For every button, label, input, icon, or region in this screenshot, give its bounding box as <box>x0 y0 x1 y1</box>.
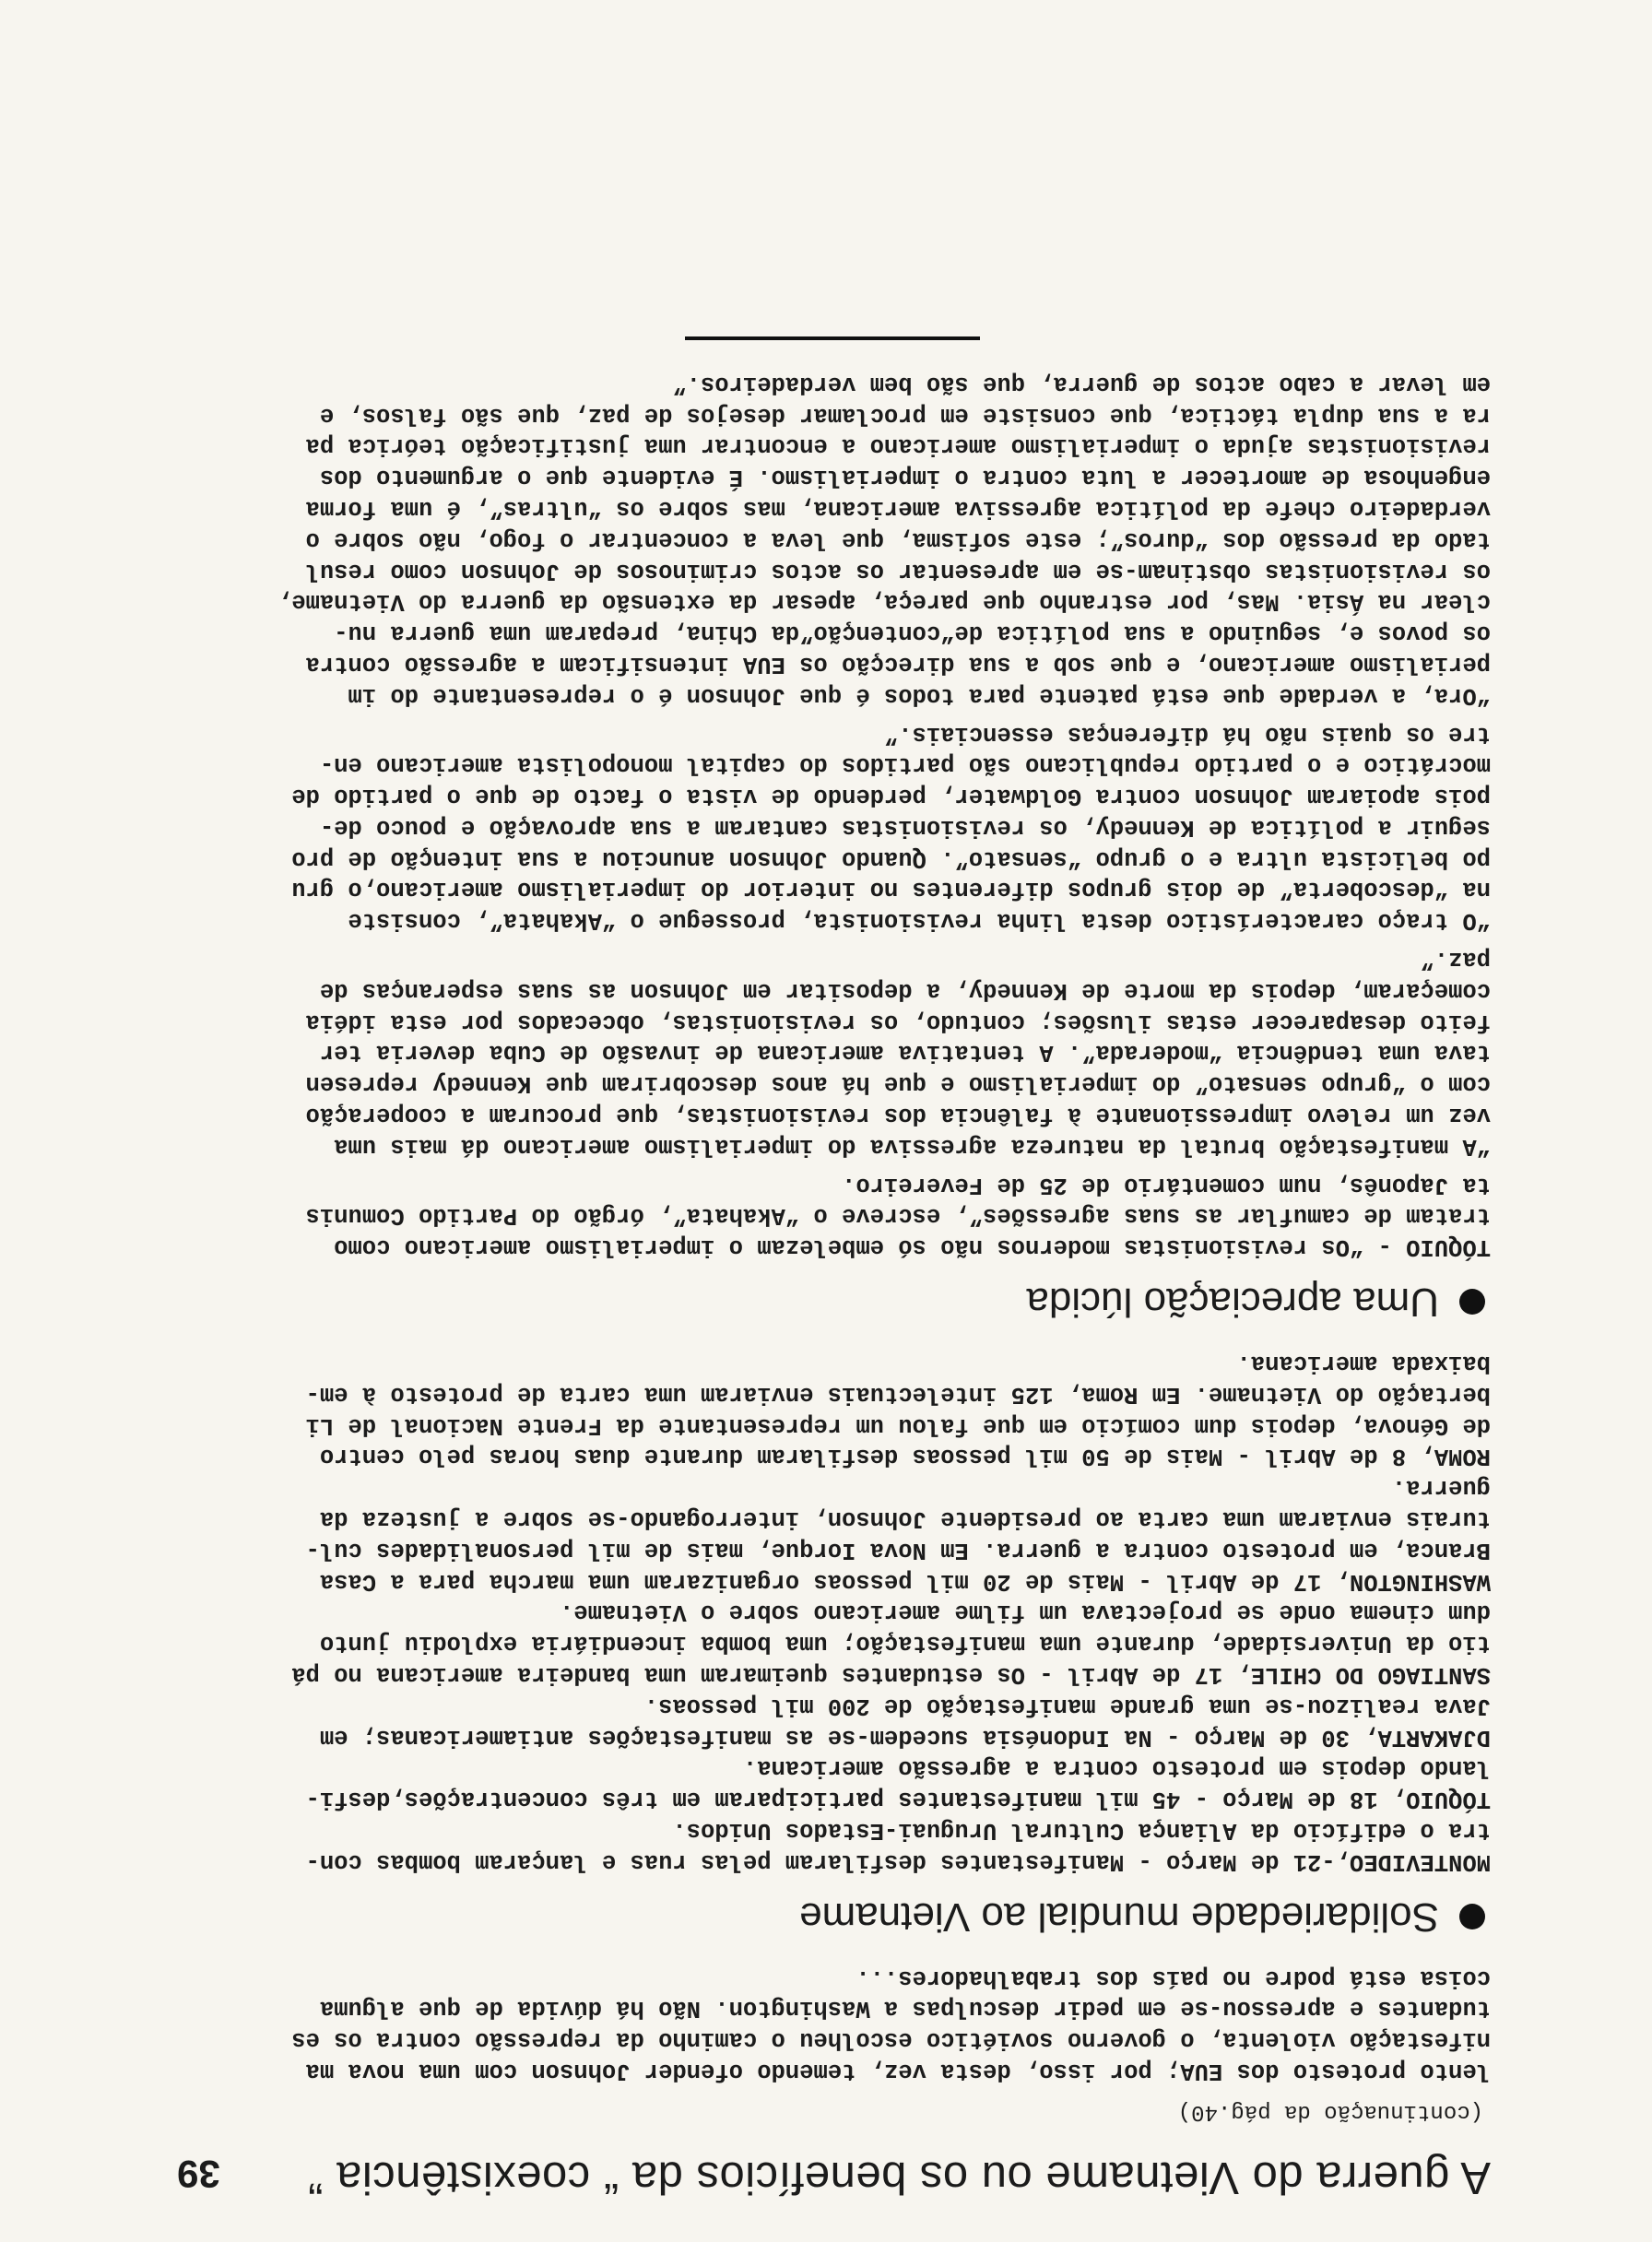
section-heading-solidariedade <box>175 1894 1491 1940</box>
news-list <box>175 1347 1491 1877</box>
section-title: Solidariedade mundial ao Vietname <box>799 1894 1439 1940</box>
article-paragraph: “Ora, a verdade que está patente para todos é que Johnson é o representante do im perialismo americano, e que sob a sua direcção os EUA intensificam a agressão contra os povos e, seguindo a sua política de“contenção”da China, preparam uma guerra nu- clear na Ásia. Mas, por estranho que pareça, apesar da extensão da guerra do Vietname, os revisionistas obstinam-se em apresentar os actos criminosos de Johnson como resul tado da pressão dos “duros”; este sofisma, que leva a concentrar o fogo, não sobre o verdadeiro chefe da política agressiva americana, mas sobre os “ultras”, é uma forma engenhosa de amortecer a luta contra o imperialismo. É evidente que o argumento dos revisionistas ajuda o imperialismo americano a encontrar uma justificação teórica pa ra a sua dupla táctica, que consiste em proclamar desejos de paz, que são falsos, e em levar a cabo actos de guerra, que são bem verdadeiros.” <box>277 370 1491 709</box>
news-item: TÓQUIO, 18 de Março - 45 mil manifestantes participaram em três concentrações,desfi- lando depois em protesto contra a agressão americana. <box>305 1754 1491 1813</box>
continuation-note: (continuação da pág.40) <box>1177 2099 1483 2124</box>
news-item: DJAKARTA, 30 de Março - Na Indonésia sucedem-se as manifestações antiamericanas; em Java realizou-se uma grande manifestação de 200 mil pessoas. <box>319 1692 1491 1751</box>
section-title: Uma apreciação lúcida <box>1026 1280 1439 1326</box>
article-paragraph: TÓQUIO - “Os revisionistas modernos não só embelezam o imperialismo americano como tratam de camuflar as suas agressões”, escreve o “Akahata”, órgão do Partido Comunis ta Japonês, num comentário de 25 de Fevereiro. <box>305 1171 1491 1261</box>
news-item: SANTIAGO DO CHILE, 17 de Abril - Os estudantes queimaram uma bandeira americana no pá tio da Universidade, durante uma manifestação; uma bomba incendiária explodiu junto dum cinema onde se projectava um filme americano sobre o Vietname. <box>291 1599 1491 1689</box>
article-paragraph: “O traço característico desta linha revisionista, prossegue o “Akahata”, consiste na “descoberta” de dois grupos diferentes no interior do imperialismo americano,o gru po belicista ultra e o grupo “sensato”. Quando Johnson anunciou a sua intenção de pro seguir a política de Kennedy, os revisionistas cantaram a sua aprovação e pouco de- pois apoiaram Johnson contra Goldwater, perdendo de vista o facto de que o partido de mocrático e o partido republicano são partidos do capital monopolista americano en- tre os quais não há diferenças essenciais.” <box>291 720 1491 935</box>
intro-paragraph: lento protesto dos EUA; por isso, desta vez, temendo ofender Johnson com uma nova ma nifestação violenta, o governo soviético escolheu o caminho da repressão contra os es tudantes e apressou-se em pedir desculpas a Washington. Não há dúvida de que alguma coisa está podre no país dos trabalhadores... <box>291 1964 1491 2084</box>
news-item: ROMA, 8 de Abril - Mais de 50 mil pessoas desfilaram durante duas horas pelo centro de Génova, depois dum comício em que falou um representante da Frente Nacional de Li bertação do Vietname. Em Roma, 125 intelectuais enviaram uma carta de protesto à em- baixada americana. <box>305 1350 1491 1470</box>
section-heading-apreciacao <box>175 1279 1491 1325</box>
header <box>175 2152 1491 2203</box>
news-item: MONTEVIDEO,-21 de Março - Manifestantes desfilaram pelas ruas e lançaram bombas con- tra o edifício da Aliança Cultural Uruguai-Estados Unidos. <box>305 1817 1491 1875</box>
page-title: A guerra do Vietname ou os benefícios da “ coexistência ” <box>307 2153 1491 2202</box>
news-item: WASHINGTON, 17 de Abril - Mais de 20 mil pessoas organizaram uma marcha para a Casa Branca, em protesto contra a guerra. Em Nova Iorque, mais de mil personalidades cul- turais enviaram uma carta ao presidente Johnson, interrogando-se sobre a justeza da guerra. <box>305 1474 1491 1595</box>
page-number: 39 <box>177 2153 220 2196</box>
end-rule <box>686 336 981 340</box>
article-paragraph: “A manifestação brutal da natureza agressiva do imperialismo americano dá mais uma vez um relevo impressionante à falência dos revisionistas, que procuram a cooperação com o “grupo sensato” do imperialismo e que há anos descobriram que Kennedy represen tava uma tendência “moderada”. A tentativa americana de invasão de Cuba deveria ter feito desaparecer estas ilusões; contudo, os revisionistas, obcecados por esta idéia começaram, depois da morte de Kennedy, a depositar em Johnson as suas esperanças de paz.” <box>305 946 1491 1160</box>
bullet-icon <box>1459 1904 1485 1929</box>
bullet-icon <box>1459 1289 1485 1315</box>
